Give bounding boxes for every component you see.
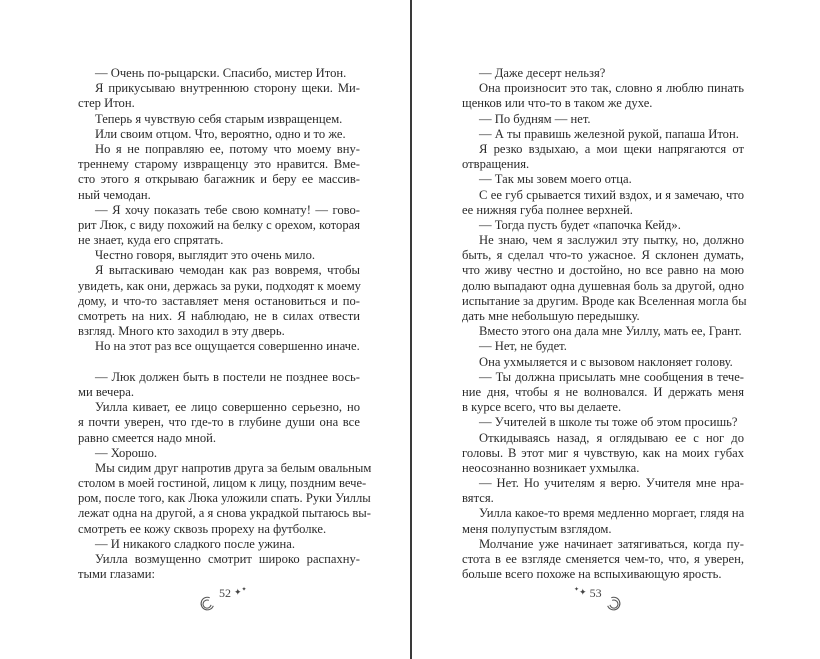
paragraph [78, 460, 372, 537]
text-line: Уилла кивает, ее лицо совершенно серьезно, но [95, 400, 360, 415]
paragraph [462, 127, 744, 142]
paragraph [78, 370, 360, 400]
text-line: взгляд. Много кто заходил в эту дверь. [78, 324, 285, 339]
text-line: Честно говоря, выглядит это очень мило. [95, 248, 316, 263]
text-line: — Так мы зовем моего отца. [479, 172, 632, 187]
text-line: Я резко вздыхаю, а мои щеки напрягаются от [479, 141, 744, 156]
text-line: Молчание уже начинает затягиваться, когда пу- [479, 536, 744, 551]
text-line: — А ты правишь железной рукой, папаша Итон. [479, 126, 739, 141]
text-line: рит Люк, с виду похожий на белку с орехом, которая [78, 217, 360, 232]
paragraph [462, 431, 744, 477]
text-line: Откидываясь назад, я оглядываю ее с ног до [479, 430, 744, 445]
text-line: смотреть на них. Я наблюдаю, не в силах отвести [78, 309, 360, 323]
text-line: — Нет, не будет. [479, 339, 567, 354]
text-line: быть, я сделал что-то ужасное. Я склонен думать, [462, 248, 744, 263]
text-line: тыми глазами: [78, 567, 155, 582]
text-line: что живу честно и достойно, но все равно на мою [462, 263, 744, 278]
text-line: испытание за другим. Вроде как Вселенная могла бы [462, 293, 747, 308]
text-line: равно смеется надо мной. [78, 430, 217, 445]
text-line: дому, и что-то заставляет меня остановиться и по- [78, 293, 360, 308]
text-line: стер Итон. [78, 96, 135, 111]
text-line: — Очень по-рыцарски. Спасибо, мистер Итон. [95, 66, 347, 80]
paragraph [462, 142, 744, 172]
text-line: С ее губ срывается тихий вздох, и я замечаю, что [479, 187, 744, 202]
text-line: Теперь я чувствую себя старым извращенцем. [95, 111, 343, 126]
paragraph [462, 188, 744, 218]
paragraph [462, 218, 744, 233]
paragraph [462, 112, 744, 127]
paragraph [462, 233, 747, 324]
paragraph [462, 81, 744, 111]
text-line: головы. В этот миг я чувствую, как на моих губах [462, 445, 744, 460]
text-line: больше всего похоже на вспыхивающую ярость. [462, 567, 722, 582]
paragraph [78, 400, 360, 446]
page-number-left: 52 [219, 586, 231, 600]
text-line: ее нижняя губа полнее верхней. [462, 202, 633, 217]
text-line: не знает, куда его спрятать. [78, 233, 224, 248]
text-line: — Ты должна присылать мне сообщения в тече- [479, 369, 744, 384]
text-line: Мы сидим друг напротив друга за белым овальным [95, 460, 372, 475]
text-line: дать мне небольшую передышку. [462, 309, 640, 323]
text-line: щенков или что-то в таком же духе. [462, 96, 653, 111]
text-line: Она ухмыляется и с вызовом наклоняет голову. [479, 354, 733, 369]
text-line: Она произносит это так, словно я люблю пинать [479, 81, 744, 96]
text-line: ние дня, чтобы я не волновался. И держать меня [462, 384, 744, 399]
paragraph [462, 476, 744, 506]
text-line: неосознанно возникает ухмылка. [462, 460, 640, 475]
page-number-right: 53 [589, 586, 602, 600]
text-line: — Тогда пусть будет «папочка Кейд». [479, 217, 681, 232]
paragraph [78, 112, 360, 127]
text-line: — Люк должен быть в постели не позднее вось- [95, 369, 360, 384]
text-line: ми вечера. [78, 384, 134, 399]
paragraph [462, 355, 744, 370]
paragraph [462, 172, 744, 187]
text-line: Уилла возмущенно смотрит широко распахну- [95, 552, 360, 566]
text-line: вятся. [462, 491, 494, 506]
text-line: ный чемодан. [78, 187, 151, 202]
section-break [78, 355, 360, 370]
paragraph [462, 537, 744, 583]
text-line: — Хорошо. [95, 445, 158, 460]
left-page-text [78, 66, 372, 582]
text-line: увидеть, как они, держась за руки, подходят к моему [78, 278, 361, 293]
paragraph [78, 446, 360, 461]
paragraph [78, 127, 360, 142]
horseshoe-icon [198, 594, 216, 614]
paragraph [78, 263, 360, 339]
text-line: в курсе всего, что вы делаете. [462, 400, 622, 415]
text-line: — Даже десерт нельзя? [479, 66, 606, 80]
text-line: ром, после того, как Люка уложили спать. Руки Уиллы [78, 491, 371, 506]
paragraph [78, 552, 360, 582]
left-page-footer [198, 586, 247, 614]
text-line: треннему старому извращенцу это нравится. Вме- [78, 157, 360, 172]
text-line: Или своим отцом. Что, вероятно, одно и то же. [95, 126, 346, 141]
text-line: — По будням — нет. [479, 111, 591, 126]
paragraph [462, 370, 744, 416]
paragraph [462, 415, 744, 430]
page-gutter-divider [410, 0, 412, 659]
horseshoe-icon [605, 594, 623, 614]
text-line: Но я не поправляю ее, потому что моему вну- [95, 141, 360, 156]
paragraph [78, 142, 360, 203]
text-line: меня полупустым взглядом. [462, 521, 612, 536]
text-line: я почти уверен, что где-то в глубине души она все [78, 415, 360, 430]
text-line: Я прикусываю внутреннюю сторону щеки. Ми- [95, 81, 360, 96]
paragraph [78, 66, 360, 81]
text-line: лежат одна на другой, а я снова украдкой пытаюсь вы- [78, 506, 371, 521]
paragraph [78, 537, 360, 552]
text-line: Но на этот раз все ощущается совершенно иначе. [95, 339, 360, 354]
paragraph [462, 506, 744, 536]
right-page-footer [574, 586, 623, 614]
text-line: Вместо этого она дала мне Уиллу, мать ее, Грант. [479, 324, 742, 339]
text-line: — Нет. Но учителям я верю. Учителя мне нра- [479, 476, 744, 491]
text-line: — И никакого сладкого после ужина. [95, 536, 296, 551]
text-line: сто этого я открываю багажник и беру ее массив- [78, 172, 360, 187]
paragraph [462, 339, 744, 354]
paragraph [78, 203, 360, 249]
paragraph [78, 81, 360, 111]
text-line: отвращения. [462, 157, 530, 172]
paragraph [462, 66, 744, 81]
paragraph [78, 339, 360, 354]
text-line: стота в ее взгляде сменяется чем-то, что, я уверен, [462, 552, 744, 566]
text-line: Я вытаскиваю чемодан как раз вовремя, чтобы [95, 263, 360, 278]
right-page-text [462, 66, 747, 582]
paragraph [462, 324, 744, 339]
text-line: Уилла какое-то время медленно моргает, глядя на [479, 506, 745, 521]
paragraph [78, 248, 360, 263]
text-line: — Учителей в школе ты тоже об этом просишь? [479, 415, 738, 430]
text-line: долю выпадают одна душевная боль за другой, одно [462, 278, 744, 293]
sparkle-stars-icon: ✦✦ [574, 587, 587, 597]
text-line: Не знаю, чем я заслужил эту пытку, но, должно [479, 233, 744, 248]
text-line: — Я хочу показать тебе свою комнату! — гово- [95, 202, 360, 217]
sparkle-stars-icon: ✦✦ [234, 587, 247, 597]
text-line: смотреть ее кожу сквозь прореху на футболке. [78, 521, 327, 536]
text-line: столом в моей гостиной, лицом к лицу, поздним вече- [78, 476, 367, 491]
